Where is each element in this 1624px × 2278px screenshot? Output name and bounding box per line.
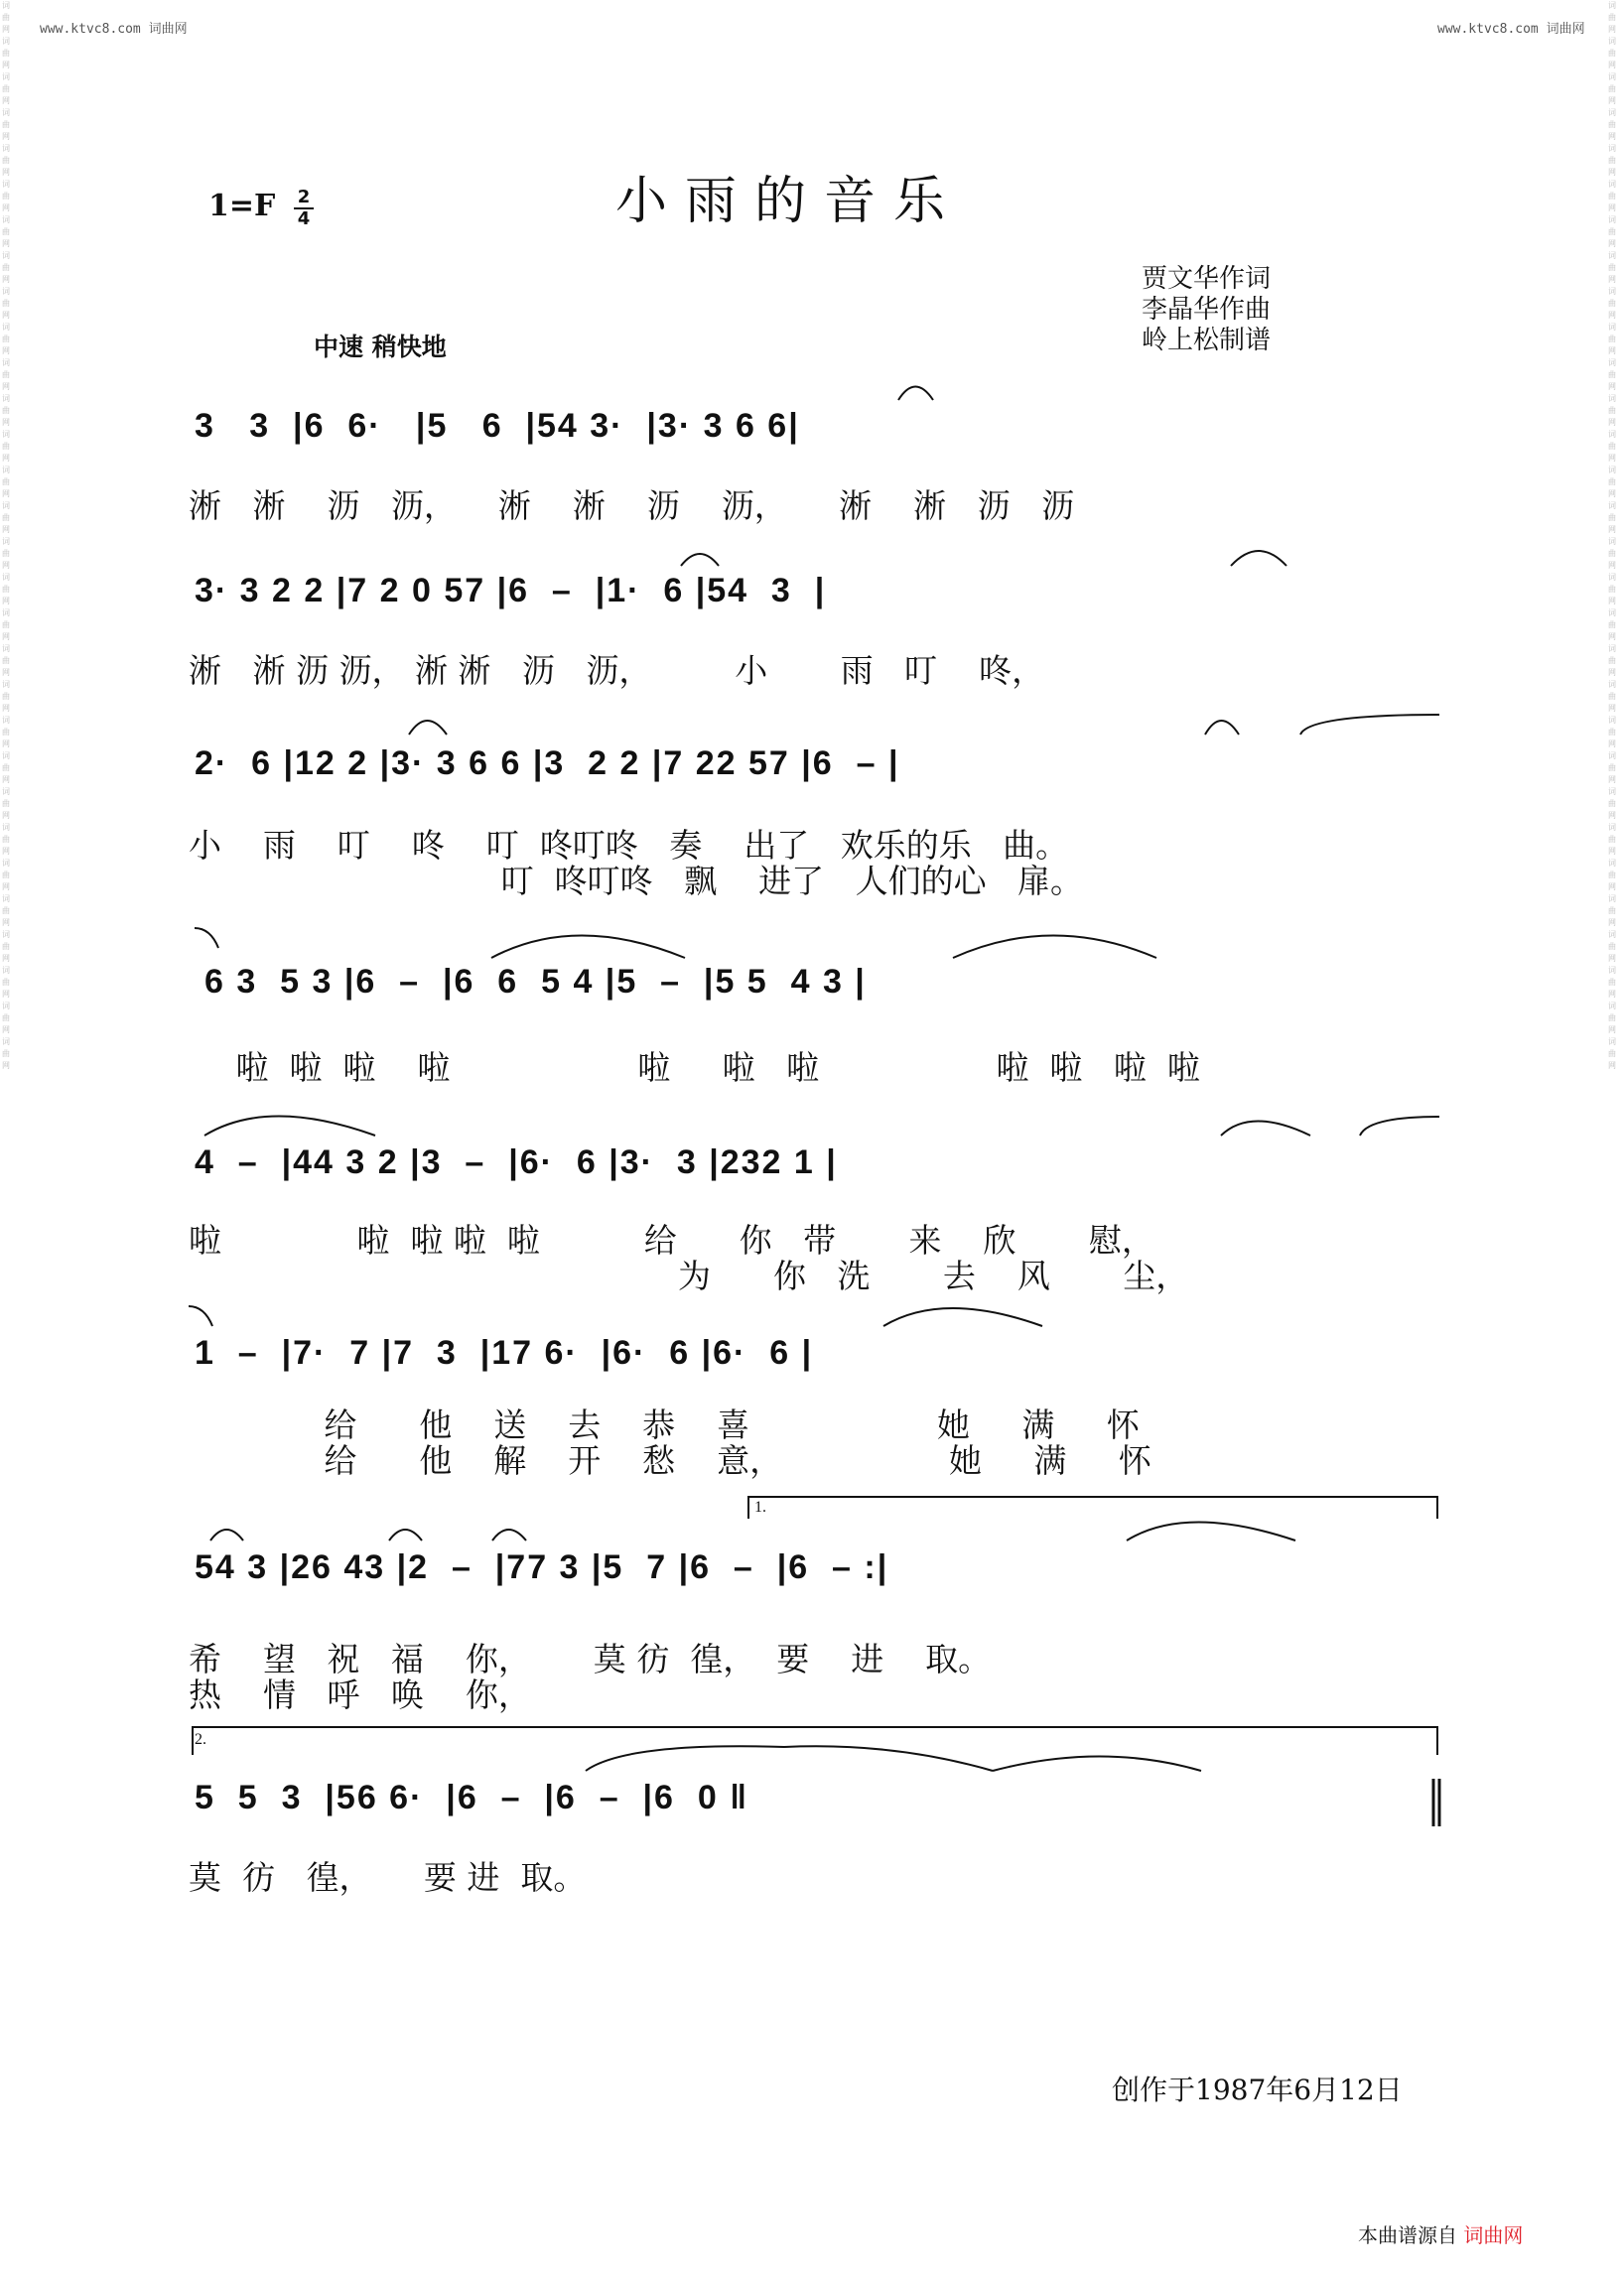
score-line-6-lyrics-1: 给 他 送 去 恭 喜 她 满 怀	[189, 1406, 1140, 1444]
slur	[195, 928, 218, 948]
watermark-side-left: 词曲网词曲网词曲网词曲网词曲网词曲网词曲网词曲网词曲网词曲网词曲网词曲网词曲网词曲网词曲网词曲网词曲网词曲网词曲网词曲网词曲网词曲网词曲网词曲网词曲网词曲网词曲网词曲网词曲网词曲网	[2, 1, 10, 1070]
volta-1-bracket	[748, 1497, 1437, 1519]
score-line-3-notes: 2· 6 |12 2 |3· 3 6 6 |3 2 2 |7 22 57 |6 – |	[195, 744, 900, 782]
time-signature-bottom: 4	[297, 208, 311, 229]
score-line-3-lyrics-2: 叮 咚叮咚 飘 进了 人们的心 扉。	[189, 862, 1084, 900]
score-line-6-lyrics-2: 给 他 解 开 愁 意， 她 满 怀	[189, 1441, 1151, 1480]
score-line-7-notes: 54 3 |26 43 |2 – |77 3 |5 7 |6 – |6 – :|	[195, 1548, 889, 1586]
watermark-side-right: 词曲网词曲网词曲网词曲网词曲网词曲网词曲网词曲网词曲网词曲网词曲网词曲网词曲网词曲网词曲网词曲网词曲网词曲网词曲网词曲网词曲网词曲网词曲网词曲网词曲网词曲网词曲网词曲网词曲网词曲网	[1608, 1, 1616, 1070]
final-barline	[1433, 1779, 1439, 1826]
slur	[953, 936, 1156, 959]
tempo-marking: 中速 稍快地	[314, 333, 447, 361]
slur	[210, 1530, 243, 1541]
score-line-8-lyrics: 莫 彷 徨， 要 进 取。	[189, 1858, 587, 1897]
slur	[492, 1530, 526, 1541]
lyricist-credit: 贾文华作词	[1142, 264, 1272, 294]
score-line-1-notes: 3 3 |6 6· |5 6 |54 3· |3· 3 6 6|	[195, 407, 800, 445]
slur	[409, 721, 447, 735]
composition-date: 创作于1987年6月12日	[1112, 2074, 1403, 2106]
key-signature: 1=F	[208, 189, 276, 223]
score-line-7-lyrics-2: 热 情 呼 唤 你，	[189, 1675, 531, 1714]
score-line-5-notes: 4 – |44 3 2 |3 – |6· 6 |3· 3 |232 1 |	[195, 1143, 838, 1181]
watermark-top-left[interactable]: www.ktvc8.com 词曲网	[40, 22, 188, 37]
score-line-6-notes: 1 – |7· 7 |7 3 |17 6· |6· 6 |6· 6 |	[195, 1334, 814, 1372]
slur	[189, 1306, 212, 1326]
source-label: 本曲谱源自	[1358, 2223, 1457, 2247]
time-signature-top: 2	[297, 187, 311, 207]
score-line-4-lyrics: 啦 啦 啦 啦 啦 啦 啦 啦 啦 啦 啦	[204, 1048, 1200, 1087]
score-line-2-lyrics: 淅 淅 沥 沥， 淅 淅 沥 沥， 小 雨 叮 咚，	[189, 651, 1045, 690]
composer-credit: 李晶华作曲	[1142, 295, 1272, 325]
source-brand-link[interactable]: 词曲网	[1463, 2223, 1524, 2247]
score-line-5-lyrics-1: 啦 啦 啦 啦 啦 给 你 带 来 欣 慰，	[189, 1221, 1154, 1260]
page-title: 小雨的音乐	[615, 172, 964, 231]
slur	[389, 1530, 422, 1541]
slur	[681, 554, 719, 566]
slur	[993, 1757, 1201, 1772]
slur	[491, 936, 685, 959]
slur	[1231, 551, 1286, 566]
slur	[898, 387, 933, 401]
slur	[1360, 1117, 1439, 1136]
volta-2-bracket	[193, 1727, 1437, 1755]
score-line-5-lyrics-2: 为 你 洗 去 风 尘，	[189, 1257, 1189, 1295]
score-line-1-lyrics: 淅 淅 沥 沥， 淅 淅 沥 沥， 淅 淅 沥 沥	[189, 486, 1075, 525]
slur	[784, 1746, 993, 1771]
score-line-4-notes: 6 3 5 3 |6 – |6 6 5 4 |5 – |5 5 4 3 |	[204, 963, 867, 1001]
source-credit	[1358, 2219, 1523, 2248]
watermark-top-right[interactable]: www.ktvc8.com 词曲网	[1437, 22, 1585, 37]
slur	[1127, 1523, 1295, 1541]
slur	[1205, 721, 1239, 735]
score-line-8-notes: 5 5 3 |56 6· |6 – |6 – |6 0 ‖	[195, 1779, 749, 1816]
engraver-credit: 岭上松制谱	[1142, 326, 1272, 355]
slur	[204, 1117, 375, 1137]
score-line-7-lyrics-1: 希 望 祝 福 你， 莫 彷 徨， 要 进 取。	[189, 1640, 992, 1678]
slur	[1300, 715, 1439, 735]
slur	[883, 1308, 1042, 1326]
slur	[586, 1746, 784, 1771]
volta-2-label: 2.	[195, 1731, 206, 1748]
slur	[1221, 1122, 1310, 1137]
volta-1-label: 1.	[754, 1499, 766, 1516]
score-line-2-notes: 3· 3 2 2 |7 2 0 57 |6 – |1· 6 |54 3 |	[195, 572, 827, 609]
score-line-3-lyrics-1: 小 雨 叮 咚 叮 咚叮咚 奏 出了 欢乐的乐 曲。	[189, 826, 1069, 865]
